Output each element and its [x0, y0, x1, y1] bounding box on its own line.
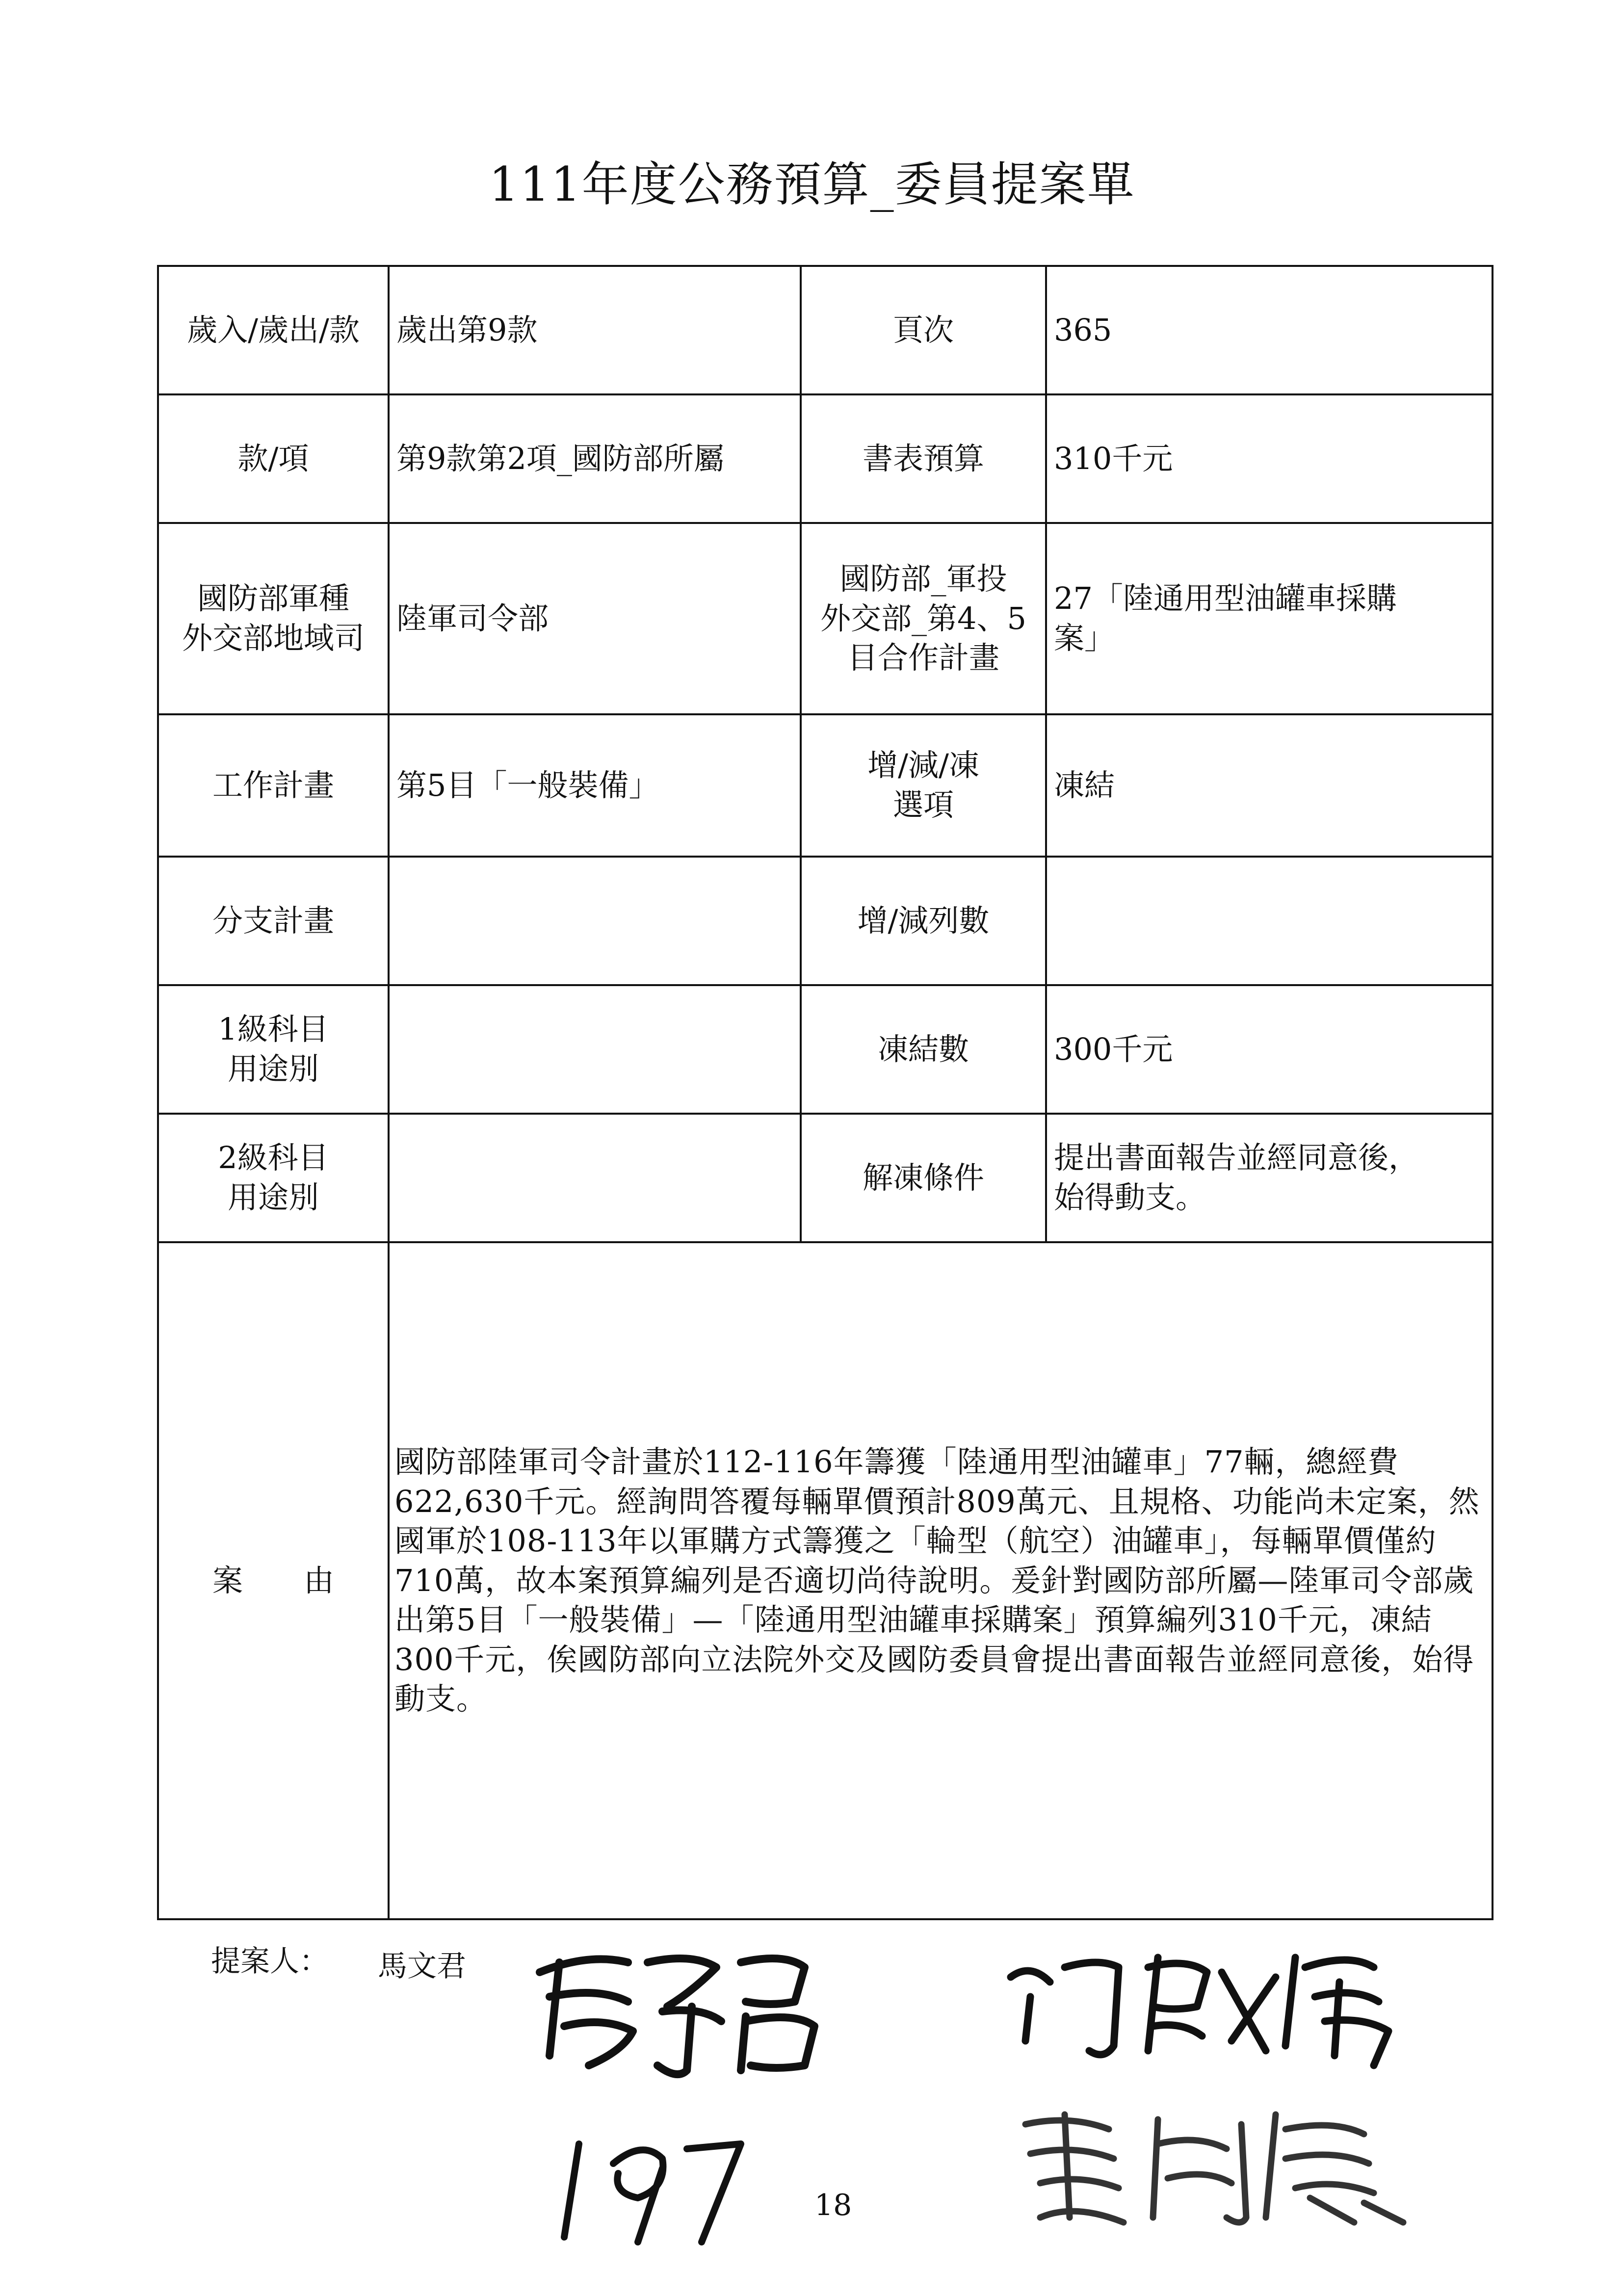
field-label: 增/減列數	[801, 857, 1046, 985]
field-value	[389, 857, 801, 985]
proposer-label: 提案人：	[211, 1944, 329, 1979]
table-row	[158, 985, 1493, 1114]
proposal-form-table	[157, 265, 1493, 1920]
field-label: 分支計畫	[158, 857, 389, 985]
reason-label: 案 由	[158, 1242, 389, 1919]
field-label: 1級科目 用途別	[158, 985, 389, 1114]
field-label: 國防部_軍投 外交部_第4、5 目合作計畫	[801, 523, 1046, 714]
table-row	[158, 394, 1493, 523]
field-value: 凍結	[1046, 714, 1493, 857]
field-value: 提出書面報告並經同意後， 始得動支。	[1046, 1114, 1493, 1242]
field-label: 工作計畫	[158, 714, 389, 857]
page-number: 18	[814, 2188, 852, 2222]
field-value: 陸軍司令部	[389, 523, 801, 714]
field-value: 365	[1046, 266, 1493, 394]
table-row	[158, 857, 1493, 985]
field-value: 歲出第9款	[389, 266, 801, 394]
reason-row	[158, 1242, 1493, 1919]
handwritten-number-197	[554, 2124, 751, 2252]
table-row	[158, 266, 1493, 394]
field-value	[389, 985, 801, 1114]
field-value: 第5目「一般裝備」	[389, 714, 801, 857]
field-value: 27「陸通用型油罐車採購 案」	[1046, 523, 1493, 714]
field-value: 第9款第2項_國防部所屬	[389, 394, 801, 523]
field-label: 凍結數	[801, 985, 1046, 1114]
table-row	[158, 1114, 1493, 1242]
signature-ma-wenjun	[530, 1933, 834, 2080]
field-label: 2級科目 用途別	[158, 1114, 389, 1242]
field-value	[1046, 857, 1493, 985]
reason-text: 國防部陸軍司令計畫於112-116年籌獲「陸通用型油罐車」77輛，總經費622,630千元。經詢問答覆每輛單價預計809萬元、且規格、功能尚未定案，然國軍於108-113年以軍購方式籌獲之「輪型（航空）油罐車」，每輛單價僅約710萬，故本案預算編列是否適切尚待說明。爰針對國防部所屬—陸軍司令部歲出第5目「一般裝備」—「陸通用型油罐車採購案」預算編列310千元，凍結300千元，俟國防部向立法院外交及國防委員會提出書面報告並經同意後，始得動支。	[389, 1242, 1493, 1919]
field-label: 款/項	[158, 394, 389, 523]
proposer-name: 馬文君	[378, 1949, 466, 1983]
field-label: 書表預算	[801, 394, 1046, 523]
table-row	[158, 714, 1493, 857]
signature-jiang-qichen	[1001, 1928, 1442, 2075]
signature-wu-sihuai	[1011, 2095, 1433, 2232]
field-value	[389, 1114, 801, 1242]
page-title: 111年度公務預算_委員提案單	[489, 157, 1135, 212]
field-value: 310千元	[1046, 394, 1493, 523]
field-label: 歲入/歲出/款	[158, 266, 389, 394]
field-value: 300千元	[1046, 985, 1493, 1114]
field-label: 頁次	[801, 266, 1046, 394]
table-row	[158, 523, 1493, 714]
field-label: 解凍條件	[801, 1114, 1046, 1242]
field-label: 國防部軍種 外交部地域司	[158, 523, 389, 714]
field-label: 增/減/凍 選項	[801, 714, 1046, 857]
